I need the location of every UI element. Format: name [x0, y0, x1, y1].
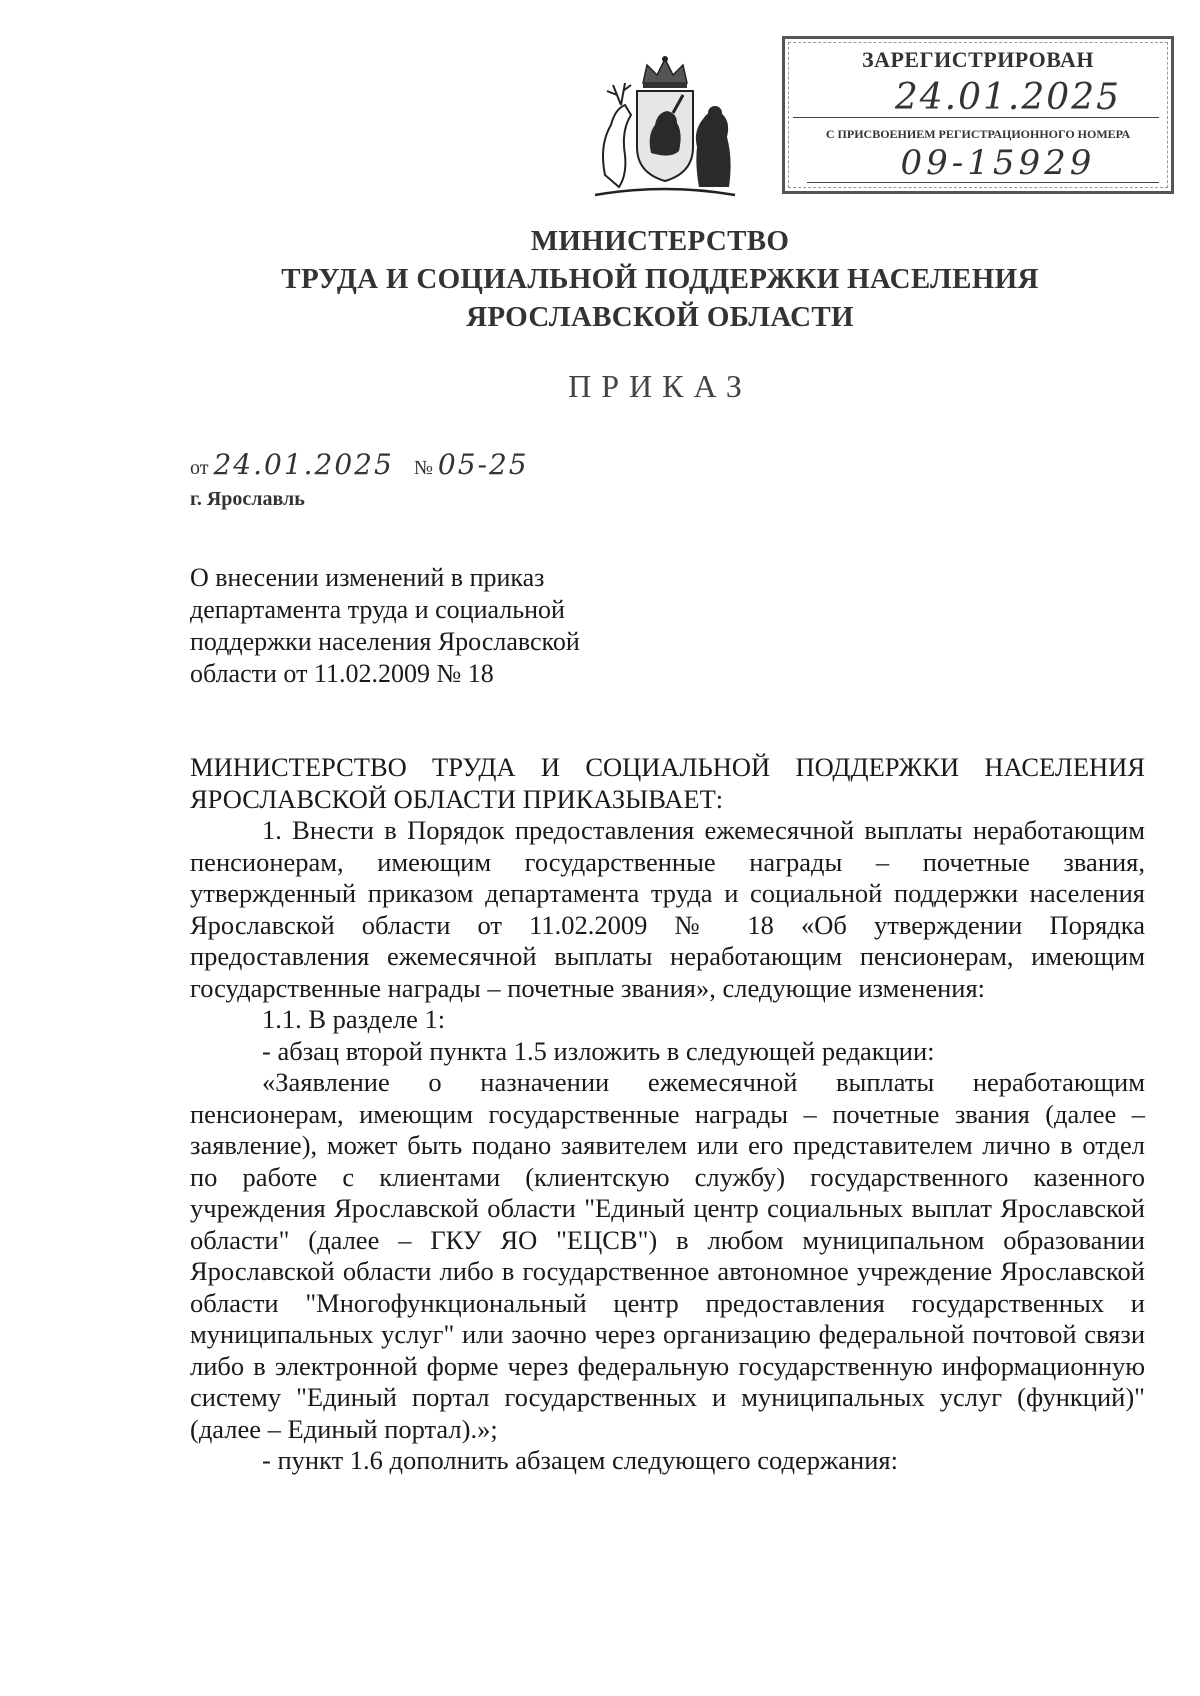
order-number-label: №: [413, 457, 433, 479]
body-paragraph: - абзац второй пункта 1.5 изложить в следующей редакции:: [262, 1035, 935, 1066]
order-subject: [190, 562, 660, 690]
coat-of-arms-emblem: [585, 55, 745, 205]
stamp-registration-number: 09-15929: [900, 143, 1096, 183]
body-paragraph: 1. Внести в Порядок предоставления ежемесячной выплаты неработающим пенсионерам, имеющим государственные награды – почетные звания, утвержденный приказом департамента труда и социальной поддержки населения Ярославской области от 11.02.2009 № 18 «Об утверждении Порядка предоставления ежемесячной выплаты неработающим пенсионерам, имеющим государственные награды – почетные звания», следующие изменения:: [190, 815, 1145, 1003]
stamp-divider: [793, 117, 1159, 118]
stamp-caption: С ПРИСВОЕНИЕМ РЕГИСТРАЦИОННОГО НОМЕРА: [825, 127, 1131, 141]
registration-stamp: [782, 36, 1174, 194]
subject-line: О внесении изменений в приказ: [190, 563, 545, 592]
document-type-title: ПРИКАЗ: [568, 368, 752, 404]
body-paragraph: - пункт 1.6 дополнить абзацем следующего содержания:: [262, 1445, 898, 1475]
subject-line: департамента труда и социальной: [190, 595, 565, 624]
order-from-label: от: [190, 457, 209, 479]
order-number: 05-25: [437, 448, 529, 481]
subject-line: поддержки населения Ярославской: [190, 627, 580, 656]
ministry-title-line1: МИНИСТЕРСТВО: [530, 225, 790, 257]
order-city: г. Ярославль: [190, 488, 305, 510]
order-body: [190, 752, 1145, 1477]
body-paragraph: 1.1. В разделе 1:: [262, 1004, 446, 1034]
stamp-divider: [807, 182, 1159, 183]
ministry-title-line3: ЯРОСЛАВСКОЙ ОБЛАСТИ: [466, 301, 854, 333]
order-date-number: [190, 448, 529, 481]
stamp-registration-date: 24.01.2025: [894, 77, 1121, 118]
order-date: 24.01.2025: [213, 448, 394, 481]
body-preamble: МИНИСТЕРСТВО ТРУДА И СОЦИАЛЬНОЙ ПОДДЕРЖКИ НАСЕЛЕНИЯ ЯРОСЛАВСКОЙ ОБЛАСТИ ПРИКАЗЫВАЕТ:: [190, 752, 1145, 814]
body-paragraph: «Заявление о назначении ежемесячной выплаты неработающим пенсионерам, имеющим государственные награды – почетные звания (далее – заявление), может быть подано заявителем или его представителем лично в отдел по работе с клиентами (клиентскую службу) государственного казенного учреждения Ярославской области "Единый центр социальных выплат Ярославской области" (далее – ГКУ ЯО "ЕЦСВ") в любом муниципальном образовании Ярославской области либо в государственное автономное учреждение Ярославской области "Многофункциональный центр предоставления государственных и муниципальных услуг" или заочно через организацию федеральной почтовой связи либо в электронной форме через федеральную государственную информационную систему "Единый портал государственных и муниципальных услуг (функций)" (далее – Единый портал).»;: [190, 1067, 1145, 1444]
ministry-title-line2: ТРУДА И СОЦИАЛЬНОЙ ПОДДЕРЖКИ НАСЕЛЕНИЯ: [281, 263, 1039, 295]
subject-line: области от 11.02.2009 № 18: [190, 659, 494, 688]
stamp-title: ЗАРЕГИСТРИРОВАН: [861, 47, 1095, 72]
